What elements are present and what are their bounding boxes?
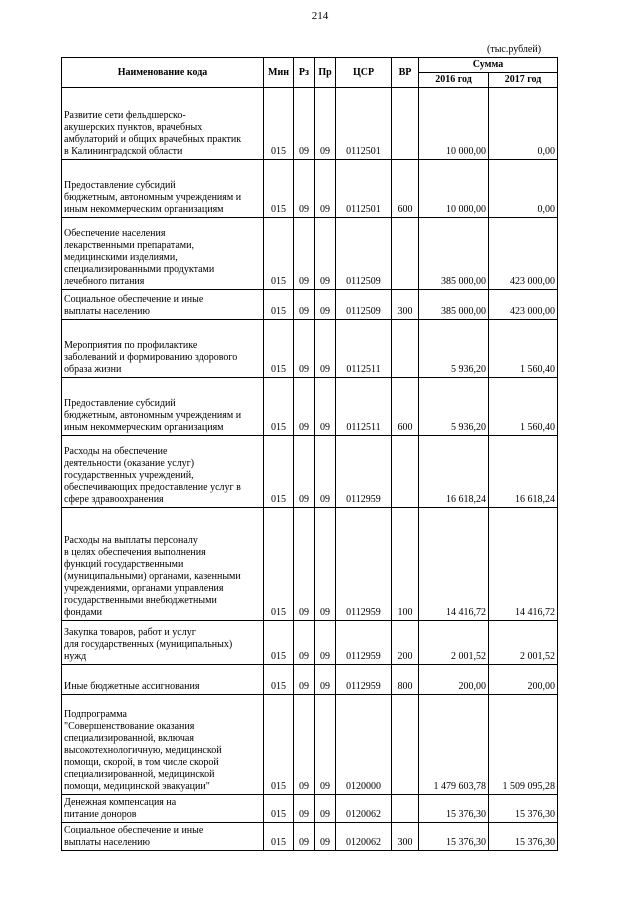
cell-name: Развитие сети фельдшерско- акушерских пунктов, врачебных амбулаторий и общих врачебных практик в Калининградской области [62,88,264,160]
cell-name: Социальное обеспечение и иные выплаты населению [62,290,264,320]
cell-csr: 0112959 [336,665,392,695]
cell-rz: 09 [294,290,315,320]
cell-y2016: 10 000,00 [419,88,489,160]
table-row [62,823,558,851]
cell-y2017: 0,00 [489,160,558,218]
table-row [62,320,558,378]
table-row [62,218,558,290]
cell-pr: 09 [315,621,336,665]
cell-y2017: 1 509 095,28 [489,695,558,795]
header-2017: 2017 год [489,73,558,88]
cell-csr: 0120062 [336,823,392,851]
cell-name: Закупка товаров, работ и услуг для государственных (муниципальных) нужд [62,621,264,665]
cell-pr: 09 [315,218,336,290]
cell-min: 015 [264,290,294,320]
cell-min: 015 [264,88,294,160]
unit-label: (тыс.рублей) [487,44,542,55]
cell-rz: 09 [294,823,315,851]
cell-rz: 09 [294,320,315,378]
cell-y2017: 1 560,40 [489,378,558,436]
cell-y2017: 15 376,30 [489,795,558,823]
cell-csr: 0112511 [336,320,392,378]
header-rz: Рз [294,58,315,88]
table-row [62,88,558,160]
cell-name: Расходы на обеспечение деятельности (оказание услуг) государственных учреждений, обеспечивающих предоставление услуг в сфере здравоохранения [62,436,264,508]
cell-rz: 09 [294,508,315,621]
page-number: 214 [311,10,329,22]
cell-min: 015 [264,160,294,218]
cell-pr: 09 [315,88,336,160]
cell-y2017: 2 001,52 [489,621,558,665]
budget-table [61,57,558,851]
cell-pr: 09 [315,695,336,795]
cell-pr: 09 [315,823,336,851]
cell-y2016: 15 376,30 [419,823,489,851]
cell-pr: 09 [315,290,336,320]
table-row [62,695,558,795]
cell-csr: 0112509 [336,218,392,290]
table-row [62,795,558,823]
cell-vr: 600 [392,378,419,436]
table-body [62,88,558,851]
cell-min: 015 [264,823,294,851]
cell-y2016: 10 000,00 [419,160,489,218]
cell-y2016: 16 618,24 [419,436,489,508]
cell-csr: 0120000 [336,695,392,795]
cell-y2016: 14 416,72 [419,508,489,621]
cell-pr: 09 [315,436,336,508]
cell-rz: 09 [294,218,315,290]
cell-min: 015 [264,378,294,436]
cell-min: 015 [264,218,294,290]
cell-name: Мероприятия по профилактике заболеваний и формированию здорового образа жизни [62,320,264,378]
cell-rz: 09 [294,436,315,508]
cell-y2016: 200,00 [419,665,489,695]
cell-y2017: 0,00 [489,88,558,160]
cell-name: Подпрограмма "Совершенствование оказания специализированной, включая высокотехнологичную, медицинской помощи, скорой, в том числе скорой специализированной, медицинской помощи, медицинской эвакуации" [62,695,264,795]
cell-min: 015 [264,621,294,665]
cell-name: Социальное обеспечение и иные выплаты населению [62,823,264,851]
cell-y2016: 385 000,00 [419,290,489,320]
cell-min: 015 [264,695,294,795]
table-row [62,160,558,218]
cell-rz: 09 [294,665,315,695]
header-pr: Пр [315,58,336,88]
cell-name: Предоставление субсидий бюджетным, автономным учреждениям и иным некоммерческим организациям [62,378,264,436]
cell-vr [392,695,419,795]
cell-rz: 09 [294,160,315,218]
cell-y2016: 1 479 603,78 [419,695,489,795]
table-row [62,621,558,665]
header-vr: ВР [392,58,419,88]
cell-csr: 0112511 [336,378,392,436]
header-2016: 2016 год [419,73,489,88]
table-row [62,665,558,695]
cell-y2016: 5 936,20 [419,320,489,378]
header-sum: Сумма [419,58,558,73]
cell-vr: 100 [392,508,419,621]
cell-vr [392,218,419,290]
cell-y2017: 423 000,00 [489,290,558,320]
cell-pr: 09 [315,795,336,823]
cell-rz: 09 [294,378,315,436]
header-csr: ЦСР [336,58,392,88]
cell-pr: 09 [315,160,336,218]
cell-vr: 800 [392,665,419,695]
cell-y2016: 2 001,52 [419,621,489,665]
cell-min: 015 [264,665,294,695]
cell-vr [392,795,419,823]
header-min: Мин [264,58,294,88]
cell-name: Предоставление субсидий бюджетным, автономным учреждениям и иным некоммерческим организациям [62,160,264,218]
cell-y2016: 385 000,00 [419,218,489,290]
cell-vr: 300 [392,823,419,851]
cell-name: Денежная компенсация на питание доноров [62,795,264,823]
cell-vr: 200 [392,621,419,665]
cell-pr: 09 [315,665,336,695]
table-row [62,290,558,320]
cell-min: 015 [264,320,294,378]
cell-vr [392,88,419,160]
cell-csr: 0120062 [336,795,392,823]
cell-name: Обеспечение населения лекарственными препаратами, медицинскими изделиями, специализированными продуктами лечебного питания [62,218,264,290]
cell-min: 015 [264,508,294,621]
cell-csr: 0112509 [336,290,392,320]
cell-vr: 300 [392,290,419,320]
cell-y2017: 200,00 [489,665,558,695]
cell-y2016: 5 936,20 [419,378,489,436]
cell-min: 015 [264,795,294,823]
cell-csr: 0112501 [336,160,392,218]
cell-min: 015 [264,436,294,508]
cell-y2017: 16 618,24 [489,436,558,508]
cell-vr: 600 [392,160,419,218]
cell-y2017: 14 416,72 [489,508,558,621]
table-row [62,508,558,621]
cell-name: Иные бюджетные ассигнования [62,665,264,695]
cell-vr [392,320,419,378]
cell-csr: 0112959 [336,436,392,508]
header-name: Наименование кода [62,58,264,88]
cell-pr: 09 [315,508,336,621]
cell-vr [392,436,419,508]
cell-y2017: 1 560,40 [489,320,558,378]
cell-name: Расходы на выплаты персоналу в целях обеспечения выполнения функций государственными (муниципальными) органами, казенными учреждениями, органами управления государственными внебюджетными фондами [62,508,264,621]
cell-y2017: 423 000,00 [489,218,558,290]
cell-pr: 09 [315,320,336,378]
cell-csr: 0112501 [336,88,392,160]
cell-pr: 09 [315,378,336,436]
cell-y2017: 15 376,30 [489,823,558,851]
cell-y2016: 15 376,30 [419,795,489,823]
cell-rz: 09 [294,795,315,823]
cell-rz: 09 [294,88,315,160]
cell-rz: 09 [294,621,315,665]
cell-csr: 0112959 [336,508,392,621]
table-row [62,436,558,508]
table-row [62,378,558,436]
cell-csr: 0112959 [336,621,392,665]
cell-rz: 09 [294,695,315,795]
